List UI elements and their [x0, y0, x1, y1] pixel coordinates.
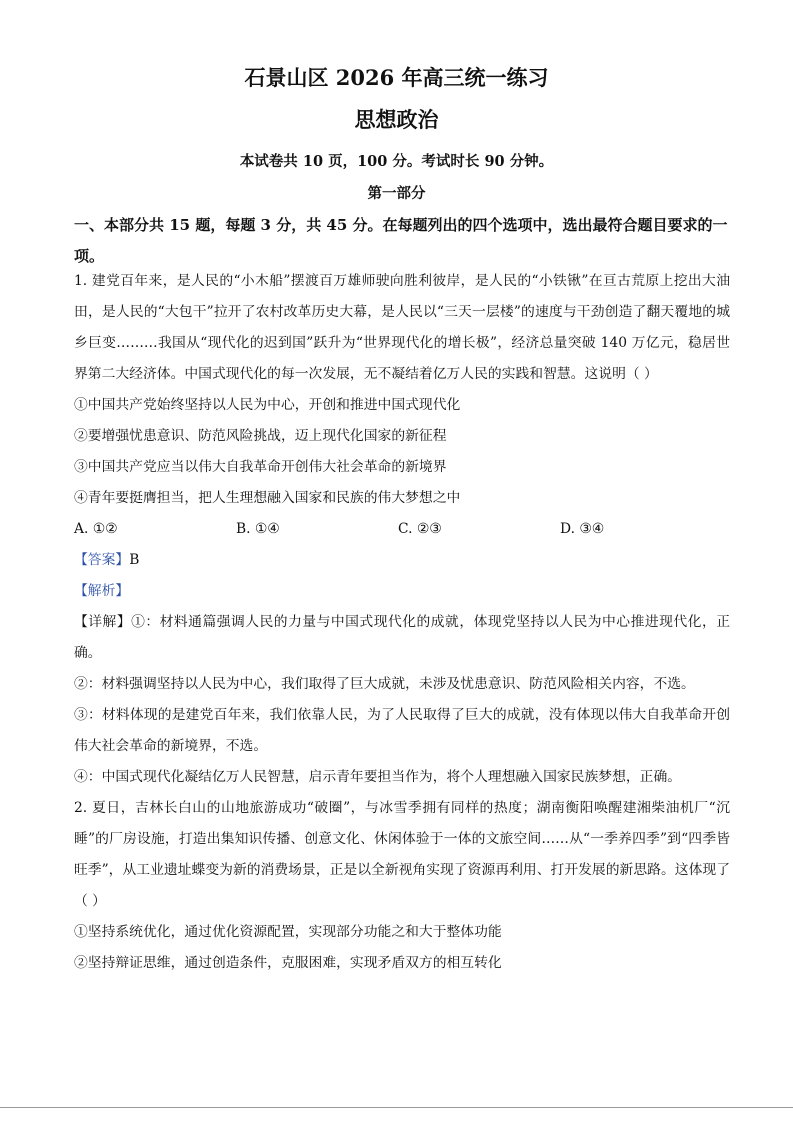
detail-text: ①：材料通篇强调人民的力量与中国式现代化的成就，体现党坚持以人民为中心推进现代化，正确。: [74, 614, 731, 661]
exam-title: 石景山区 2026 年高三统一练习: [244, 65, 549, 90]
detail-line: ②：材料强调坚持以人民为中心，我们取得了巨大成就，未涉及忧患意识、防范风险相关内容，不选。: [74, 676, 695, 692]
question-1-item: ③中国共产党应当以伟大自我革命开创伟大社会革命的新境界: [74, 459, 447, 475]
question-2-item: ②坚持辩证思维，通过创造条件，克服困难，实现矛盾双方的相互转化: [74, 955, 502, 971]
question-1-item: ②要增强忧患意识、防范风险挑战，迈上现代化国家的新征程: [74, 428, 447, 444]
option-d: D. ③④: [560, 521, 605, 537]
detail-line: [74, 607, 730, 669]
analysis-tag: 【解析】: [74, 583, 130, 599]
part-heading: 第一部分: [367, 185, 426, 202]
question-2-stem: 2. 夏日，吉林长白山的山地旅游成功“破圈”，与冰雪季拥有同样的热度；湖南衡阳唤醒建湘柴油机厂“沉睡”的厂房设施，打造出集知识传播、创意文化、休闲体验于一体的文旅空间……从“一季养四季”到“四季皆旺季”，从工业遗址蝶变为新的消费场景，正是以全新视角实现了资源再利用、打开发展的新思路。这体现了（ ）: [74, 800, 730, 909]
page-bottom-divider: [0, 1107, 793, 1108]
question-1-item: ④青年要挺膺担当，把人生理想融入国家和民族的伟大梦想之中: [74, 490, 461, 506]
question-1-stem: 1. 建党百年来，是人民的“小木船”摆渡百万雄师驶向胜利彼岸，是人民的“小铁锹”在亘古荒原上挖出大油田，是人民的“大包干”拉开了农村改革历史大幕，是人民以“三天一层楼”的速度与干劲创造了翻天覆地的城乡巨变………我国从“现代化的迟到国”跃升为“世界现代化的增长极”，经济总量突破 140 万亿元，稳居世界第二大经济体。中国式现代化的每一次发展，无不凝结着亿万人民的实践和智慧。这说明（ ）: [74, 273, 730, 382]
question-1-options: [74, 514, 730, 545]
detail-line: ④：中国式现代化凝结亿万人民智慧，启示青年要担当作为，将个人理想融入国家民族梦想，正确。: [74, 769, 682, 785]
answer-value: B: [129, 552, 140, 568]
detail-line: ③：材料体现的是建党百年来，我们依靠人民，为了人民取得了巨大的成就，没有体现以伟大自我革命开创伟大社会革命的新境界，不选。: [74, 707, 730, 754]
question-2-item: ①坚持系统优化，通过优化资源配置，实现部分功能之和大于整体功能: [74, 924, 502, 940]
questions-content: [74, 266, 730, 979]
option-b: B. ①④: [236, 521, 280, 537]
answer-tag: 【答案】: [74, 552, 130, 568]
exam-info: 本试卷共 10 页，100 分。考试时长 90 分钟。: [239, 153, 554, 170]
section-heading: 一、本部分共 15 题，每题 3 分，共 45 分。在每题列出的四个选项中，选出最符合题目要求的一项。: [74, 216, 728, 265]
option-a: A. ①②: [74, 521, 118, 537]
answer-line: [74, 545, 730, 576]
subject-title: 思想政治: [354, 107, 439, 132]
question-1-item: ①中国共产党始终坚持以人民为中心，开创和推进中国式现代化: [74, 397, 461, 413]
detail-tag: 【详解】: [74, 614, 132, 630]
option-c: C. ②③: [398, 521, 442, 537]
